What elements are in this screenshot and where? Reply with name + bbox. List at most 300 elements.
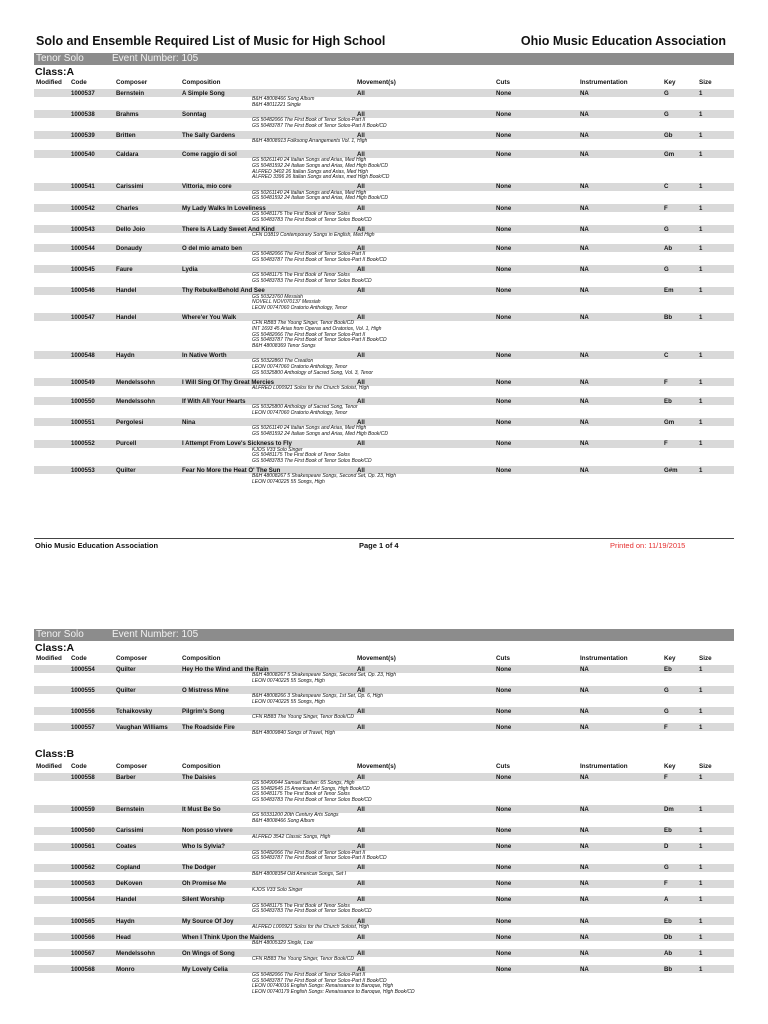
item-instrumentation: NA [580,351,589,359]
publication-entry: B&H 48009840 Songs of Travel, High [252,730,336,737]
table-row [34,418,734,426]
item-size: 1 [699,287,703,295]
item-code: 1000540 [71,150,95,158]
column-header-row [34,79,734,87]
publication-entry: LEON 00740179 English Songs: Renaissance to Baroque, High Book/CD [252,988,415,995]
publication-entry: GS 50325800 Anthology of Sacred Song, Tenor [252,404,358,411]
item-instrumentation: NA [580,204,589,212]
item-code: 1000562 [71,864,95,872]
item-key: F [664,440,668,448]
item-composition: I Will Sing Of Thy Great Mercies [182,378,275,386]
item-instrumentation: NA [580,378,589,386]
item-composition: A Simple Song [182,89,225,97]
table-row [34,131,734,139]
table-row [34,378,734,386]
item-key: G#m [664,466,678,474]
item-size: 1 [699,378,703,386]
table-row [34,827,734,835]
item-composer: Donaudy [116,244,143,252]
item-instrumentation: NA [580,949,589,957]
publication-list [252,904,722,915]
item-size: 1 [699,686,703,694]
publication-list [252,781,722,803]
table-row [34,183,734,191]
item-key: G [664,89,669,97]
item-composer: Carissimi [116,183,144,191]
item-key: C [664,183,669,191]
item-composer: Charles [116,204,139,212]
item-size: 1 [699,773,703,781]
item-code: 1000564 [71,896,95,904]
col-key: Key [664,79,676,86]
item-code: 1000560 [71,827,95,835]
item-key: G [664,265,669,273]
publication-entry: GS 50481175 The First Book of Tenor Solos [252,902,350,909]
publication-entry: GS 50483787 The First Book of Tenor Solos-Part II Book/CD [252,122,387,129]
col-size: Size [699,79,712,86]
item-movements: All [357,880,365,888]
table-row [34,880,734,888]
publication-entry: GS 50323760 Messiah [252,293,303,300]
publication-list [252,448,722,465]
item-key: G [664,864,669,872]
printed-date: Printed on: 11/19/2015 [610,541,686,550]
col-composer: Composer [116,763,148,770]
table-row [34,110,734,118]
item-cuts: None [496,244,512,252]
col-movements: Movement(s) [357,79,396,86]
item-code: 1000553 [71,466,95,474]
item-size: 1 [699,110,703,118]
publication-list [252,694,722,705]
publication-entry: B&H 48011221 Single [252,101,301,108]
item-composition: Sonntag [182,110,207,118]
publication-list [252,158,722,180]
item-movements: All [357,843,365,851]
publication-entry: GS 50325800 Anthology of Sacred Song, Vol. 3, Tenor [252,369,373,376]
item-composer: Mendelssohn [116,378,155,386]
column-header-row [34,655,734,663]
event-band [34,629,734,641]
item-composer: DeKoven [116,880,143,888]
publication-entry: B&H 48008913 Folksong Arrangements Vol. 1, High [252,138,368,145]
item-composition: The Dodger [182,864,216,872]
publication-list [252,731,722,737]
publication-entry: GS 50261140 24 Italian Songs and Arias, Med High [252,157,367,164]
publication-entry: GS 50261140 24 Italian Songs and Arias, Med High [252,189,367,196]
item-composer: Barber [116,773,136,781]
item-cuts: None [496,351,512,359]
publication-list [252,212,722,223]
item-instrumentation: NA [580,183,589,191]
item-code: 1000559 [71,805,95,813]
table-row [34,204,734,212]
publication-entry: ALFRED 3402 26 Italian Songs and Arias, Med High [252,168,368,175]
item-key: Bb [664,965,673,973]
col-movements: Movement(s) [357,655,396,662]
item-movements: All [357,827,365,835]
item-code: 1000539 [71,131,95,139]
item-composer: Dello Joio [116,225,146,233]
item-size: 1 [699,204,703,212]
publication-entry: CFN RB83 The Young Singer, Tenor Book/CD [252,956,355,962]
publication-list [252,925,722,931]
col-modified: Modified [36,763,62,770]
item-movements: All [357,378,365,386]
table-row [34,686,734,694]
solo-type: Tenor Solo [36,629,84,640]
item-composition: O Mistress Mine [182,686,229,694]
publication-entry: GS 50481592 24 Italian Songs and Arias, Med High Book/CD [252,162,389,169]
item-cuts: None [496,287,512,295]
item-cuts: None [496,723,512,731]
item-composition: The Sally Gardens [182,131,236,139]
item-movements: All [357,131,365,139]
publication-entry: GS 50483783 The First Book of Tenor Solos Book/CD [252,457,372,464]
publication-entry: B&H 48008267 5 Shakespeare Songs, Second Set, Op. 23, High [252,672,396,678]
item-composition: My Source Of Joy [182,917,234,925]
table-row [34,265,734,273]
item-movements: All [357,110,365,118]
publication-entry: GS 50483783 The First Book of Tenor Solos Book/CD [252,277,372,284]
item-size: 1 [699,225,703,233]
item-composer: Coates [116,843,137,851]
publication-list [252,851,722,862]
col-size: Size [699,763,712,770]
table-row [34,805,734,813]
item-composer: Pergolesi [116,418,144,426]
item-key: Gm [664,150,675,158]
item-composition: Vittoria, mio core [182,183,232,191]
item-code: 1000555 [71,686,95,694]
document-title: Solo and Ensemble Required List of Music for High School [36,34,386,48]
publication-entry: CFN RB83 The Young Singer, Tenor Book/CD [252,714,355,721]
publication-entry: GS 50482066 The First Book of Tenor Solos-Part II [252,972,366,978]
item-cuts: None [496,313,512,321]
publication-entry: GS 50490044 Samuel Barber: 65 Songs, High [252,780,355,786]
item-key: G [664,686,669,694]
table-row [34,244,734,252]
publication-list [252,474,722,485]
publication-entry: ALFRED 3396 26 Italian Songs and Arias, med High Book/CD [252,174,390,181]
publication-list [252,139,722,145]
item-composer: Quilter [116,665,136,673]
publication-entry: GS 50483787 The First Book of Tenor Solos-Part II Book/CD [252,256,387,263]
item-movements: All [357,805,365,813]
item-composer: Monro [116,965,135,973]
col-modified: Modified [36,655,62,662]
item-movements: All [357,397,365,405]
item-cuts: None [496,131,512,139]
item-composition: Non posso vivere [182,827,233,835]
table-row [34,843,734,851]
item-code: 1000551 [71,418,95,426]
item-size: 1 [699,707,703,715]
item-composer: Handel [116,896,137,904]
item-instrumentation: NA [580,265,589,273]
item-code: 1000552 [71,440,95,448]
item-composer: Bernstein [116,805,145,813]
item-cuts: None [496,418,512,426]
publication-entry: LEON 00747060 Oratorio Anthology, Tenor [252,363,348,370]
item-instrumentation: NA [580,880,589,888]
item-cuts: None [496,397,512,405]
event-number: Event Number: 105 [112,629,199,640]
item-movements: All [357,204,365,212]
item-composer: Bernstein [116,89,145,97]
item-instrumentation: NA [580,150,589,158]
item-instrumentation: NA [580,864,589,872]
class-heading: Class:B [35,748,75,760]
item-size: 1 [699,723,703,731]
report-page-2 [0,626,768,1024]
item-movements: All [357,440,365,448]
item-code: 1000554 [71,665,95,673]
item-key: Bb [664,313,673,321]
item-code: 1000544 [71,244,95,252]
item-instrumentation: NA [580,244,589,252]
item-cuts: None [496,440,512,448]
item-size: 1 [699,896,703,904]
publication-entry: GS 50322860 The Creation [252,358,314,365]
table-row [34,896,734,904]
publication-entry: KJOS V33 Solo Singer [252,886,303,893]
item-composition: If With All Your Hearts [182,397,246,405]
publication-list [252,273,722,284]
item-size: 1 [699,313,703,321]
item-movements: All [357,466,365,474]
item-composer: Mendelssohn [116,949,155,957]
item-instrumentation: NA [580,466,589,474]
publication-entry: INT 1693 45 Arias from Operas and Oratorios, Vol. 1, High [252,325,382,332]
publication-list [252,813,722,824]
item-cuts: None [496,933,512,941]
item-cuts: None [496,204,512,212]
col-key: Key [664,763,676,770]
publication-entry: NOVELL NOV070137 Messiah [252,299,321,306]
table-row [34,864,734,872]
item-code: 1000568 [71,965,95,973]
item-composer: Copland [116,864,141,872]
item-code: 1000563 [71,880,95,888]
publication-entry: B&H 48008466 Song Album [252,96,315,102]
item-cuts: None [496,949,512,957]
publication-entry: GS 50482066 The First Book of Tenor Solos-Part II [252,117,366,124]
item-instrumentation: NA [580,313,589,321]
event-band [34,53,734,65]
item-composition: Who Is Sylvia? [182,843,226,851]
item-code: 1000548 [71,351,95,359]
publication-list [252,973,722,995]
item-cuts: None [496,864,512,872]
publication-entry: ALFRED 3542 Classic Songs, High [252,833,331,840]
item-movements: All [357,265,365,273]
item-composition: Pilgrim's Song [182,707,225,715]
publication-list [252,715,722,721]
item-size: 1 [699,949,703,957]
item-composer: Vaughan Williams [116,723,168,731]
item-movements: All [357,707,365,715]
item-movements: All [357,864,365,872]
publication-entry: GS 50331200 20th Century Arts Songs [252,812,339,819]
publication-entry: GS 50482066 The First Book of Tenor Solos-Part II [252,251,366,258]
publication-entry: GS 50482066 The First Book of Tenor Solos-Part II [252,849,366,856]
item-instrumentation: NA [580,440,589,448]
item-cuts: None [496,686,512,694]
publication-entry: B&H 48008266 3 Shakespeare Songs, 1st Set, Op. 6, High [252,693,383,700]
item-size: 1 [699,843,703,851]
item-size: 1 [699,265,703,273]
publication-entry: GS 50483787 The First Book of Tenor Solos-Part II Book/CD [252,337,387,344]
item-movements: All [357,917,365,925]
item-instrumentation: NA [580,965,589,973]
publication-entry: GS 50481175 The First Book of Tenor Solos [252,452,350,459]
item-composition: My Lady Walks In Loveliness [182,204,266,212]
item-code: 1000561 [71,843,95,851]
publication-list [252,252,722,263]
item-composition: In Native Worth [182,351,227,359]
item-movements: All [357,773,365,781]
item-composition: Thy Rebuke/Behold And See [182,287,265,295]
col-instrumentation: Instrumentation [580,79,628,86]
publication-list [252,97,722,108]
item-size: 1 [699,933,703,941]
item-key: G [664,707,669,715]
item-key: F [664,378,668,386]
item-cuts: None [496,183,512,191]
table-row [34,150,734,158]
item-movements: All [357,244,365,252]
item-instrumentation: NA [580,665,589,673]
table-row [34,225,734,233]
item-instrumentation: NA [580,896,589,904]
item-key: A [664,896,669,904]
item-composition: My Lovely Celia [182,965,228,973]
item-cuts: None [496,150,512,158]
item-composer: Quilter [116,686,136,694]
publication-entry: GS 50483783 The First Book of Tenor Solos Book/CD [252,908,372,915]
publication-list [252,957,722,963]
col-code: Code [71,79,87,86]
item-size: 1 [699,244,703,252]
table-row [34,440,734,448]
col-code: Code [71,763,87,770]
item-instrumentation: NA [580,773,589,781]
item-composer: Mendelssohn [116,397,155,405]
item-key: F [664,880,668,888]
publication-list [252,426,722,437]
publication-entry: B&H 48008369 Tenor Songs [252,342,316,349]
item-instrumentation: NA [580,707,589,715]
publication-list [252,321,722,349]
table-row [34,933,734,941]
publication-entry: B&H 48008466 Song Album [252,817,315,824]
table-row [34,287,734,295]
publication-list [252,835,722,841]
item-code: 1000567 [71,949,95,957]
item-code: 1000558 [71,773,95,781]
item-instrumentation: NA [580,287,589,295]
table-row [34,917,734,925]
item-size: 1 [699,827,703,835]
item-cuts: None [496,805,512,813]
item-size: 1 [699,864,703,872]
col-code: Code [71,655,87,662]
item-composition: The Daisies [182,773,216,781]
column-header-row [34,763,734,771]
item-cuts: None [496,466,512,474]
item-composer: Head [116,933,131,941]
item-instrumentation: NA [580,131,589,139]
item-key: Em [664,287,674,295]
table-row [34,89,734,97]
item-key: F [664,204,668,212]
publication-entry: LEON 00747060 Oratorio Anthology, Tenor [252,409,348,416]
publication-entry: GS 50483787 The First Book of Tenor Solos-Part II Book/CD [252,855,387,862]
table-row [34,351,734,359]
item-instrumentation: NA [580,397,589,405]
item-movements: All [357,949,365,957]
item-movements: All [357,723,365,731]
item-cuts: None [496,827,512,835]
col-instrumentation: Instrumentation [580,655,628,662]
item-code: 1000557 [71,723,95,731]
item-movements: All [357,287,365,295]
item-instrumentation: NA [580,843,589,851]
item-code: 1000537 [71,89,95,97]
item-composition: It Must Be So [182,805,221,813]
item-cuts: None [496,965,512,973]
class-heading: Class:A [35,66,75,78]
item-movements: All [357,665,365,673]
item-code: 1000556 [71,707,95,715]
item-movements: All [357,686,365,694]
item-instrumentation: NA [580,89,589,97]
publication-entry: CFN RB83 The Young Singer, Tenor Book/CD [252,320,355,327]
item-key: Gb [664,131,673,139]
item-cuts: None [496,773,512,781]
item-size: 1 [699,89,703,97]
item-movements: All [357,933,365,941]
item-key: G [664,110,669,118]
publication-list [252,118,722,129]
item-composition: The Roadside Fire [182,723,235,731]
item-composition: Come raggio di sol [182,150,237,158]
publication-list [252,386,722,392]
item-composer: Haydn [116,917,135,925]
item-movements: All [357,313,365,321]
item-movements: All [357,150,365,158]
col-cuts: Cuts [496,763,510,770]
publication-list [252,941,722,947]
col-cuts: Cuts [496,655,510,662]
item-key: Gm [664,418,675,426]
item-instrumentation: NA [580,418,589,426]
item-movements: All [357,89,365,97]
item-key: C [664,351,669,359]
item-cuts: None [496,225,512,233]
publication-entry: LEON 00740225 55 Songs, High [252,677,325,684]
publication-entry: GS 50482645 15 American Art Songs, High Book/CD [252,785,370,792]
publication-entry: GS 50481592 24 Italian Songs and Arias, Med High Book/CD [252,195,389,202]
item-composer: Caldara [116,150,139,158]
item-cuts: None [496,89,512,97]
item-composition: When I Think Upon the Maidens [182,933,275,941]
item-movements: All [357,418,365,426]
item-cuts: None [496,880,512,888]
item-composition: Lydia [182,265,198,273]
item-size: 1 [699,131,703,139]
